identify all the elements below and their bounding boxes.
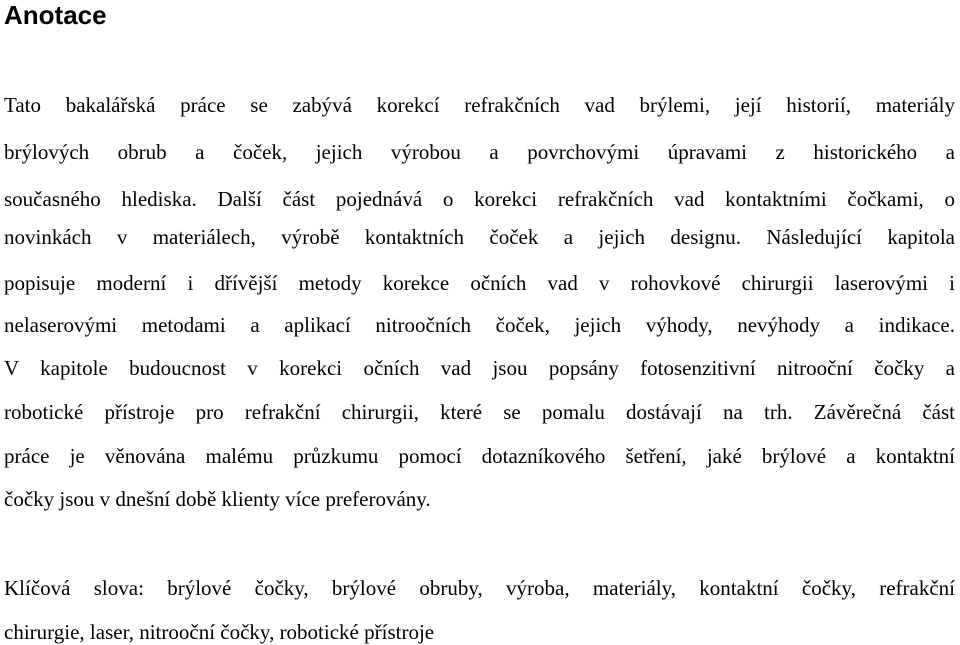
abstract-line: nelaserovými metodami a aplikací nitroočních čoček, jejich výhody, nevýhody a indikace. bbox=[4, 313, 955, 337]
keywords-line: Klíčová slova: brýlové čočky, brýlové obruby, výroba, materiály, kontaktní čočky, refrakční bbox=[4, 576, 955, 600]
keywords-line: chirurgie, laser, nitrooční čočky, robotické přístroje bbox=[4, 620, 435, 644]
abstract-line: současného hlediska. Další část pojednává o korekci refrakčních vad kontaktními čočkami, o bbox=[4, 187, 955, 211]
abstract-line: popisuje moderní i dřívější metody korekce očních vad v rohovkové chirurgii laserovými i bbox=[4, 271, 955, 295]
abstract-line: čočky jsou v dnešní době klienty více preferovány. bbox=[4, 487, 431, 511]
abstract-line: robotické přístroje pro refrakční chirurgii, které se pomalu dostávají na trh. Závěrečná část bbox=[4, 400, 955, 424]
abstract-line: V kapitole budoucnost v korekci očních vad jsou popsány fotosenzitivní nitrooční čočky a bbox=[4, 356, 955, 380]
abstract-line: Tato bakalářská práce se zabývá korekcí refrakčních vad brýlemi, její historií, materiály bbox=[4, 93, 955, 117]
abstract-line: novinkách v materiálech, výrobě kontaktních čoček a jejich designu. Následující kapitola bbox=[4, 225, 955, 249]
abstract-line: práce je věnována malému průzkumu pomocí dotazníkového šetření, jaké brýlové a kontaktní bbox=[4, 444, 955, 468]
page-title: Anotace bbox=[4, 0, 107, 30]
abstract-line: brýlových obrub a čoček, jejich výrobou a povrchovými úpravami z historického a bbox=[4, 140, 955, 164]
